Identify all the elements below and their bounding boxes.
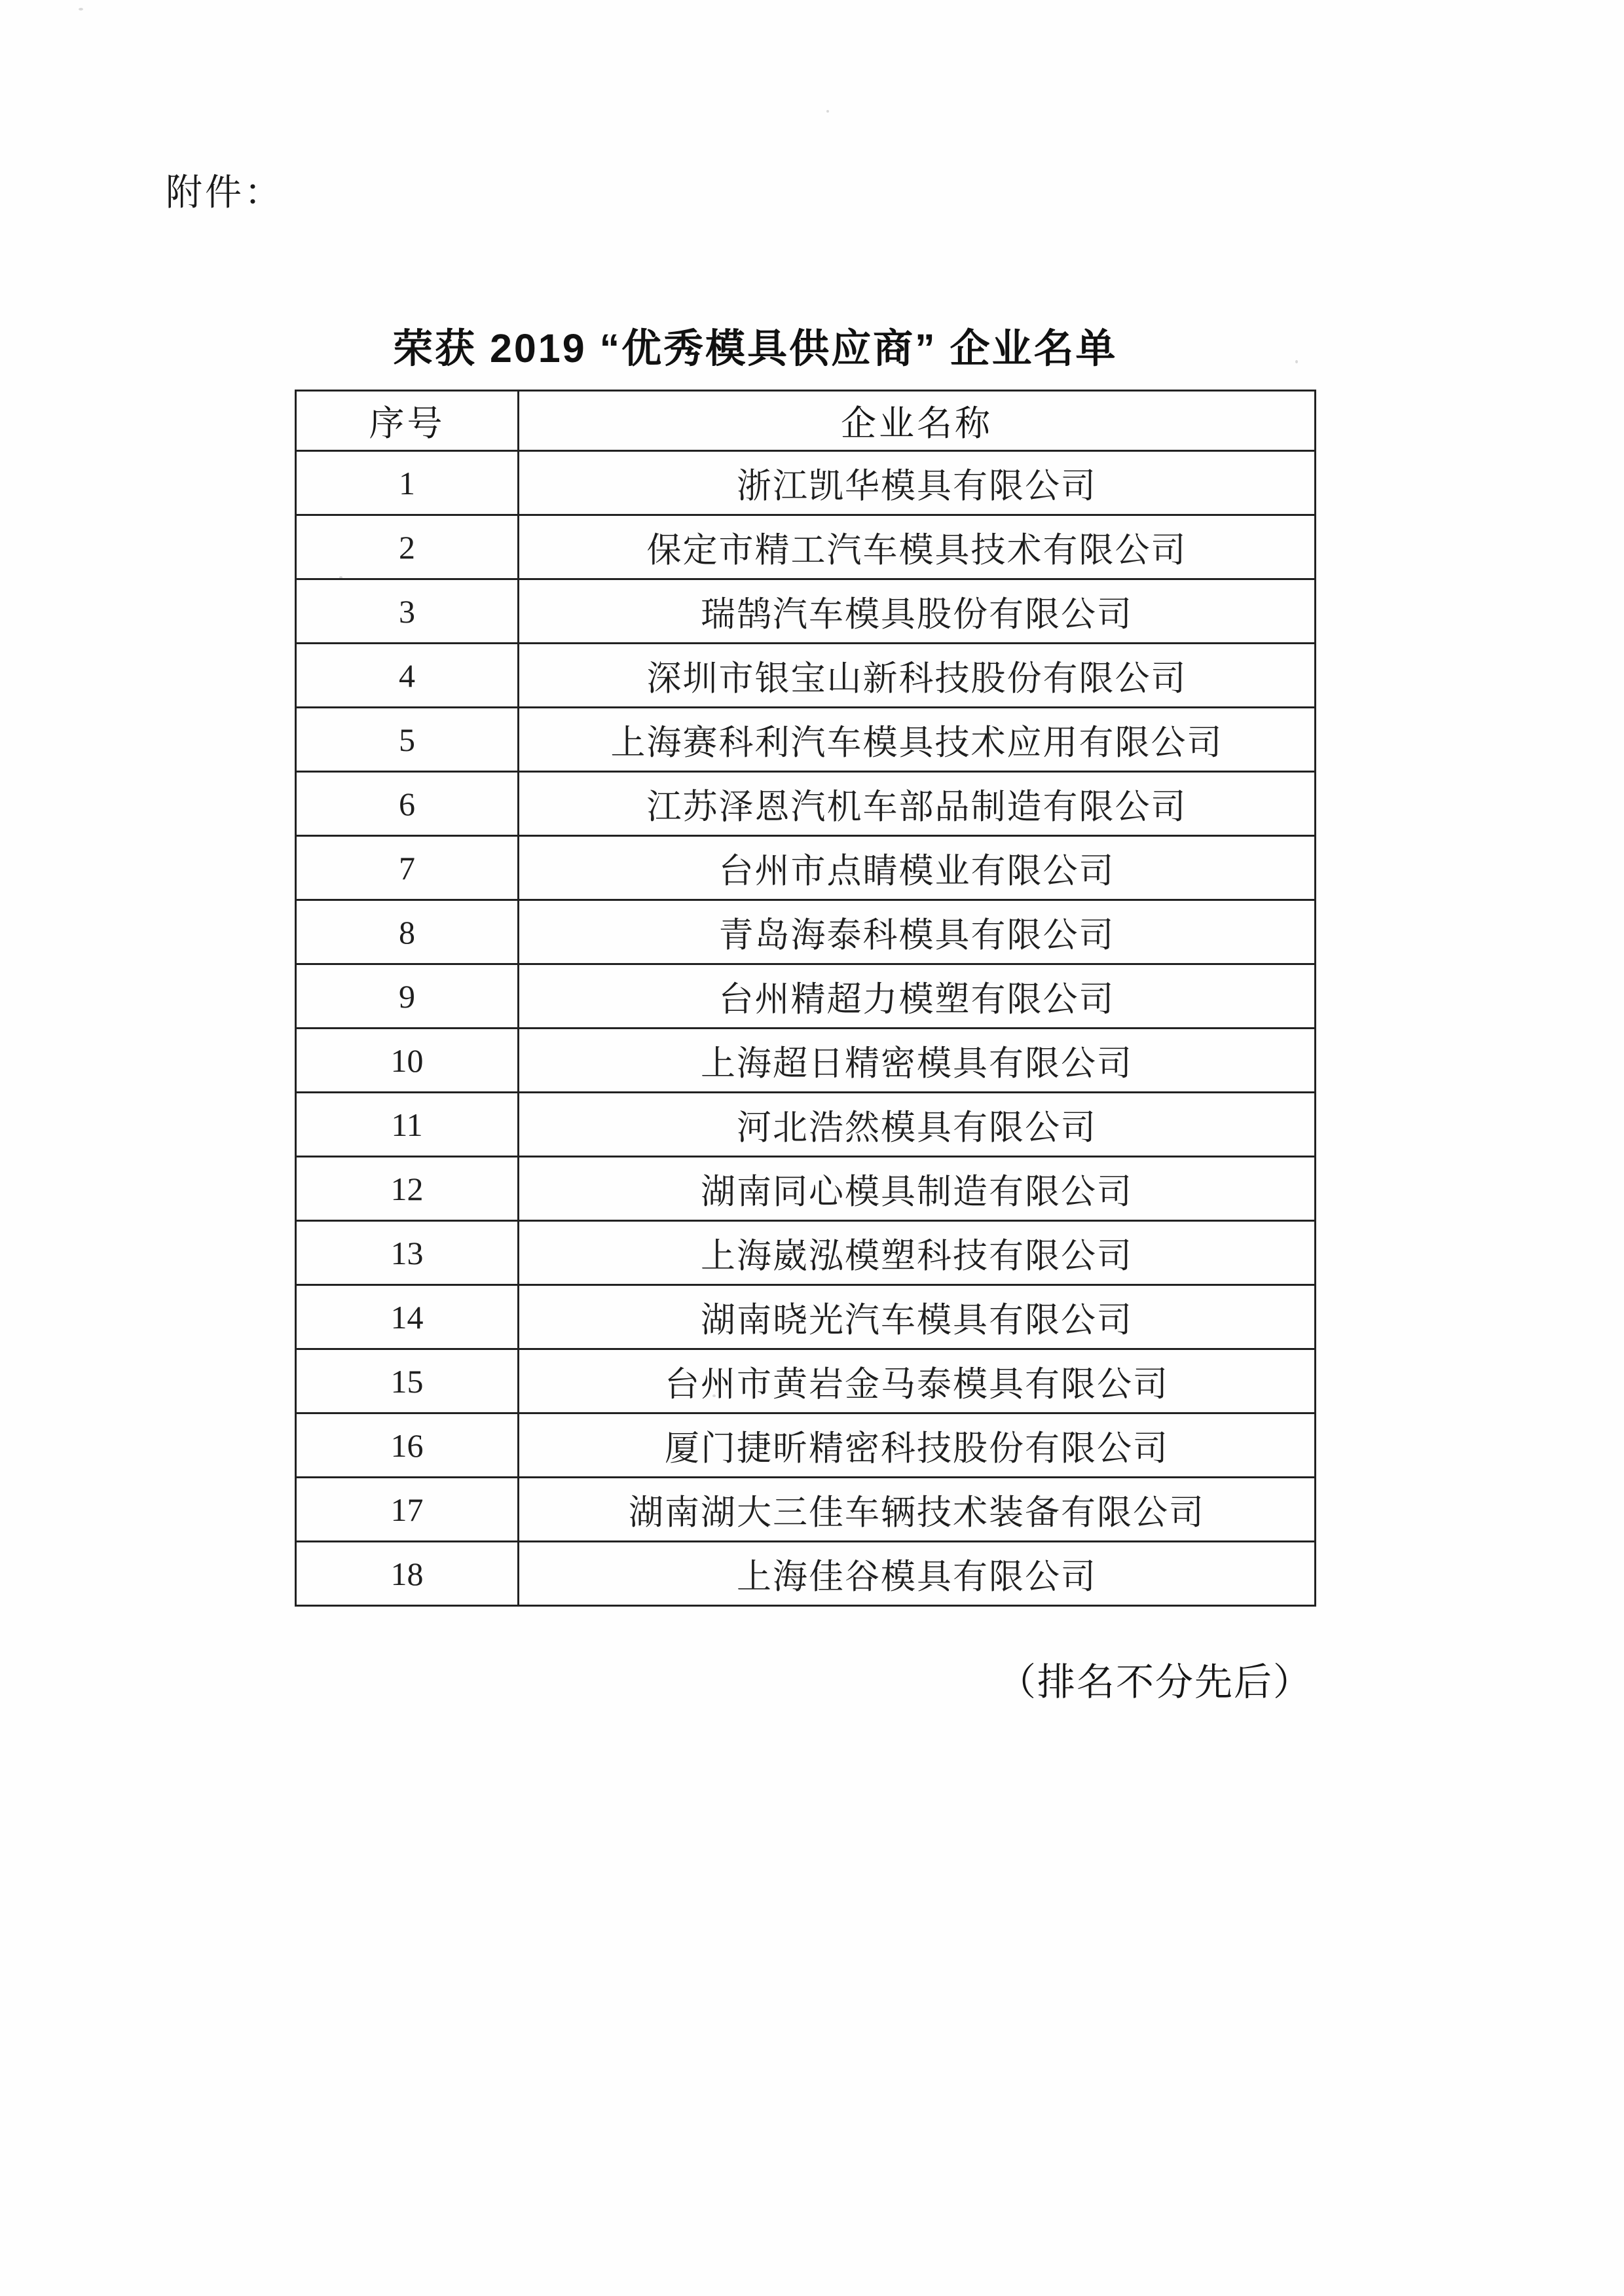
row-serial-number: 4: [296, 644, 519, 708]
row-company-name: 湖南湖大三佳车辆技术装备有限公司: [519, 1478, 1316, 1542]
table-row: [296, 579, 1316, 644]
row-serial-number: 7: [296, 836, 519, 900]
row-serial-number: 11: [296, 1093, 519, 1157]
row-serial-number: 9: [296, 964, 519, 1029]
row-serial-number: 15: [296, 1349, 519, 1413]
row-company-name: 江苏泽恩汽机车部品制造有限公司: [519, 772, 1316, 836]
table-row: [296, 1221, 1316, 1285]
table-row: [296, 451, 1316, 515]
row-company-name: 上海崴泓模塑科技有限公司: [519, 1221, 1316, 1285]
row-company-name: 台州市点睛模业有限公司: [519, 836, 1316, 900]
table-row: [296, 1029, 1316, 1093]
row-serial-number: 16: [296, 1413, 519, 1478]
row-company-name: 湖南晓光汽车模具有限公司: [519, 1285, 1316, 1349]
row-serial-number: 13: [296, 1221, 519, 1285]
table-row: [296, 1285, 1316, 1349]
row-company-name: 台州市黄岩金马泰模具有限公司: [519, 1349, 1316, 1413]
table-body: [296, 451, 1316, 1606]
table-row: [296, 1157, 1316, 1221]
table-row: [296, 644, 1316, 708]
award-table: [295, 390, 1316, 1607]
scan-speck: [1295, 360, 1298, 363]
attachment-label: 附件：: [166, 173, 284, 213]
table-row: [296, 1413, 1316, 1478]
scan-speck: [79, 8, 83, 10]
row-company-name: 上海超日精密模具有限公司: [519, 1029, 1316, 1093]
row-company-name: 上海佳谷模具有限公司: [519, 1542, 1316, 1606]
header-serial-number: 序号: [296, 391, 519, 451]
row-serial-number: 18: [296, 1542, 519, 1606]
row-company-name: 深圳市银宝山新科技股份有限公司: [519, 644, 1316, 708]
row-company-name: 湖南同心模具制造有限公司: [519, 1157, 1316, 1221]
scan-speck: [826, 110, 829, 113]
table-row: [296, 708, 1316, 772]
row-serial-number: 1: [296, 451, 519, 515]
row-serial-number: 2: [296, 515, 519, 579]
footer-note: （排名不分先后）: [998, 1661, 1313, 1704]
row-serial-number: 10: [296, 1029, 519, 1093]
table-row: [296, 1349, 1316, 1413]
table-row: [296, 1093, 1316, 1157]
row-company-name: 浙江凯华模具有限公司: [519, 451, 1316, 515]
row-serial-number: 14: [296, 1285, 519, 1349]
row-company-name: 瑞鹄汽车模具股份有限公司: [519, 579, 1316, 644]
row-company-name: 青岛海泰科模具有限公司: [519, 900, 1316, 964]
row-serial-number: 5: [296, 708, 519, 772]
page-title: 荣获 2019 “优秀模具供应商” 企业名单: [393, 326, 1118, 371]
row-serial-number: 8: [296, 900, 519, 964]
table-row: [296, 964, 1316, 1029]
table-row: [296, 1478, 1316, 1542]
table-row: [296, 836, 1316, 900]
row-serial-number: 17: [296, 1478, 519, 1542]
row-company-name: 河北浩然模具有限公司: [519, 1093, 1316, 1157]
row-company-name: 上海赛科利汽车模具技术应用有限公司: [519, 708, 1316, 772]
table-row: [296, 900, 1316, 964]
table-header-row: [296, 391, 1316, 451]
table-row: [296, 1542, 1316, 1606]
table-row: [296, 515, 1316, 579]
row-serial-number: 6: [296, 772, 519, 836]
row-serial-number: 12: [296, 1157, 519, 1221]
header-company-name: 企业名称: [519, 391, 1316, 451]
row-company-name: 保定市精工汽车模具技术有限公司: [519, 515, 1316, 579]
row-serial-number: 3: [296, 579, 519, 644]
row-company-name: 厦门捷昕精密科技股份有限公司: [519, 1413, 1316, 1478]
table-row: [296, 772, 1316, 836]
row-company-name: 台州精超力模塑有限公司: [519, 964, 1316, 1029]
